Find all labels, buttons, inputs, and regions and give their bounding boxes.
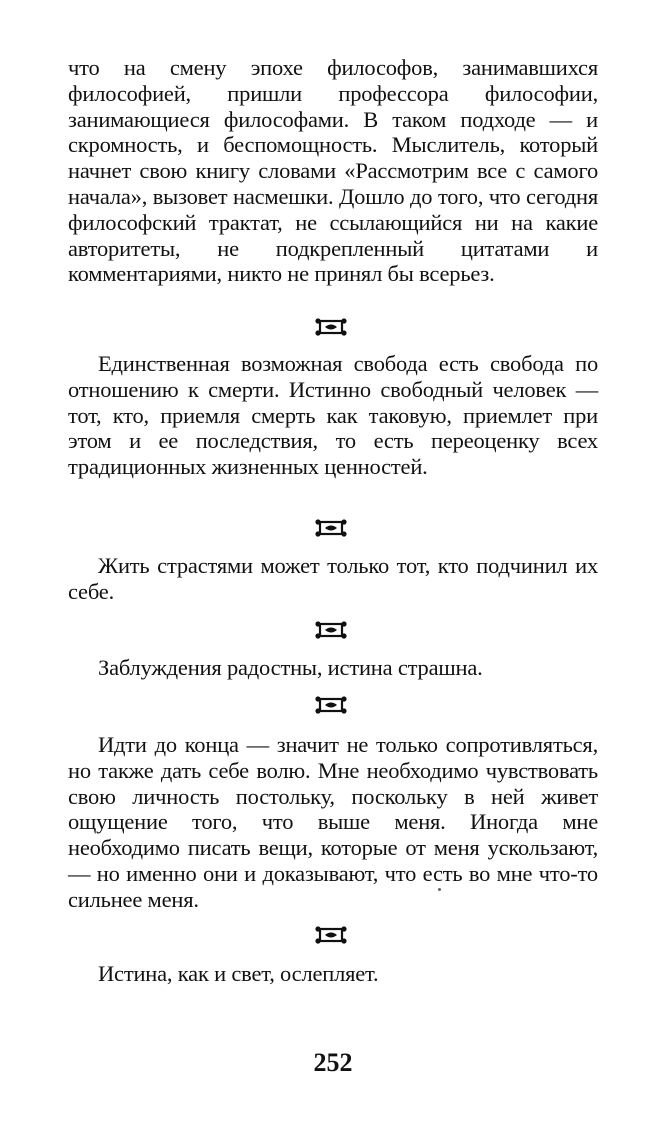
page-number: 252 (313, 1048, 353, 1077)
paragraph-1 (68, 55, 598, 287)
paragraph-6 (68, 961, 598, 987)
fleuron-divider-icon (313, 621, 349, 639)
paragraph-2 (68, 351, 598, 480)
paragraph-text: Идти до конца — значит не только сопротивляться, но также дать себе волю. Мне необходимо чувствовать свою личность постольку, поскольку в ней живет ощущение того, что выше меня. Иногда мне необходимо писать вещи, которые от меня ускользают, — но именно они и доказывают, что есть во мне что-то сильнее меня. (68, 732, 598, 912)
paragraph-text: Жить страстями может только тот, кто подчинил их себе. (68, 553, 598, 604)
paragraph-5 (68, 732, 598, 913)
fleuron-divider-icon (313, 318, 349, 336)
fleuron-divider-icon (313, 926, 349, 944)
print-speck (438, 888, 441, 891)
fleuron-divider-icon (313, 519, 349, 537)
paragraph-4 (68, 655, 598, 681)
paragraph-text: что на смену эпохе философов, занимавшихся философией, пришли профессора философии, занимающиеся философами. В таком подходе — и скромность, и беспомощность. Мыслитель, который начнет свою книгу словами «Рассмотрим все с самого начала», вызовет насмешки. Дошло до того, что сегодня философский трактат, не ссылающийся ни на какие авторитеты, не подкрепленный цитатами и комментариями, никто не принял бы всерьез. (68, 55, 598, 287)
paragraph-text: Истина, как и свет, ослепляет. (98, 961, 379, 986)
paragraph-3 (68, 553, 598, 605)
paragraph-text: Единственная возможная свобода есть свобода по отношению к смерти. Истинно свободный человек — тот, кто, приемля смерть как таковую, приемлет при этом и ее последствия, то есть переоценку всех традиционных жизненных ценностей. (68, 351, 598, 480)
paragraph-text: Заблуждения радостны, истина страшна. (98, 655, 483, 680)
fleuron-divider-icon (313, 696, 349, 714)
